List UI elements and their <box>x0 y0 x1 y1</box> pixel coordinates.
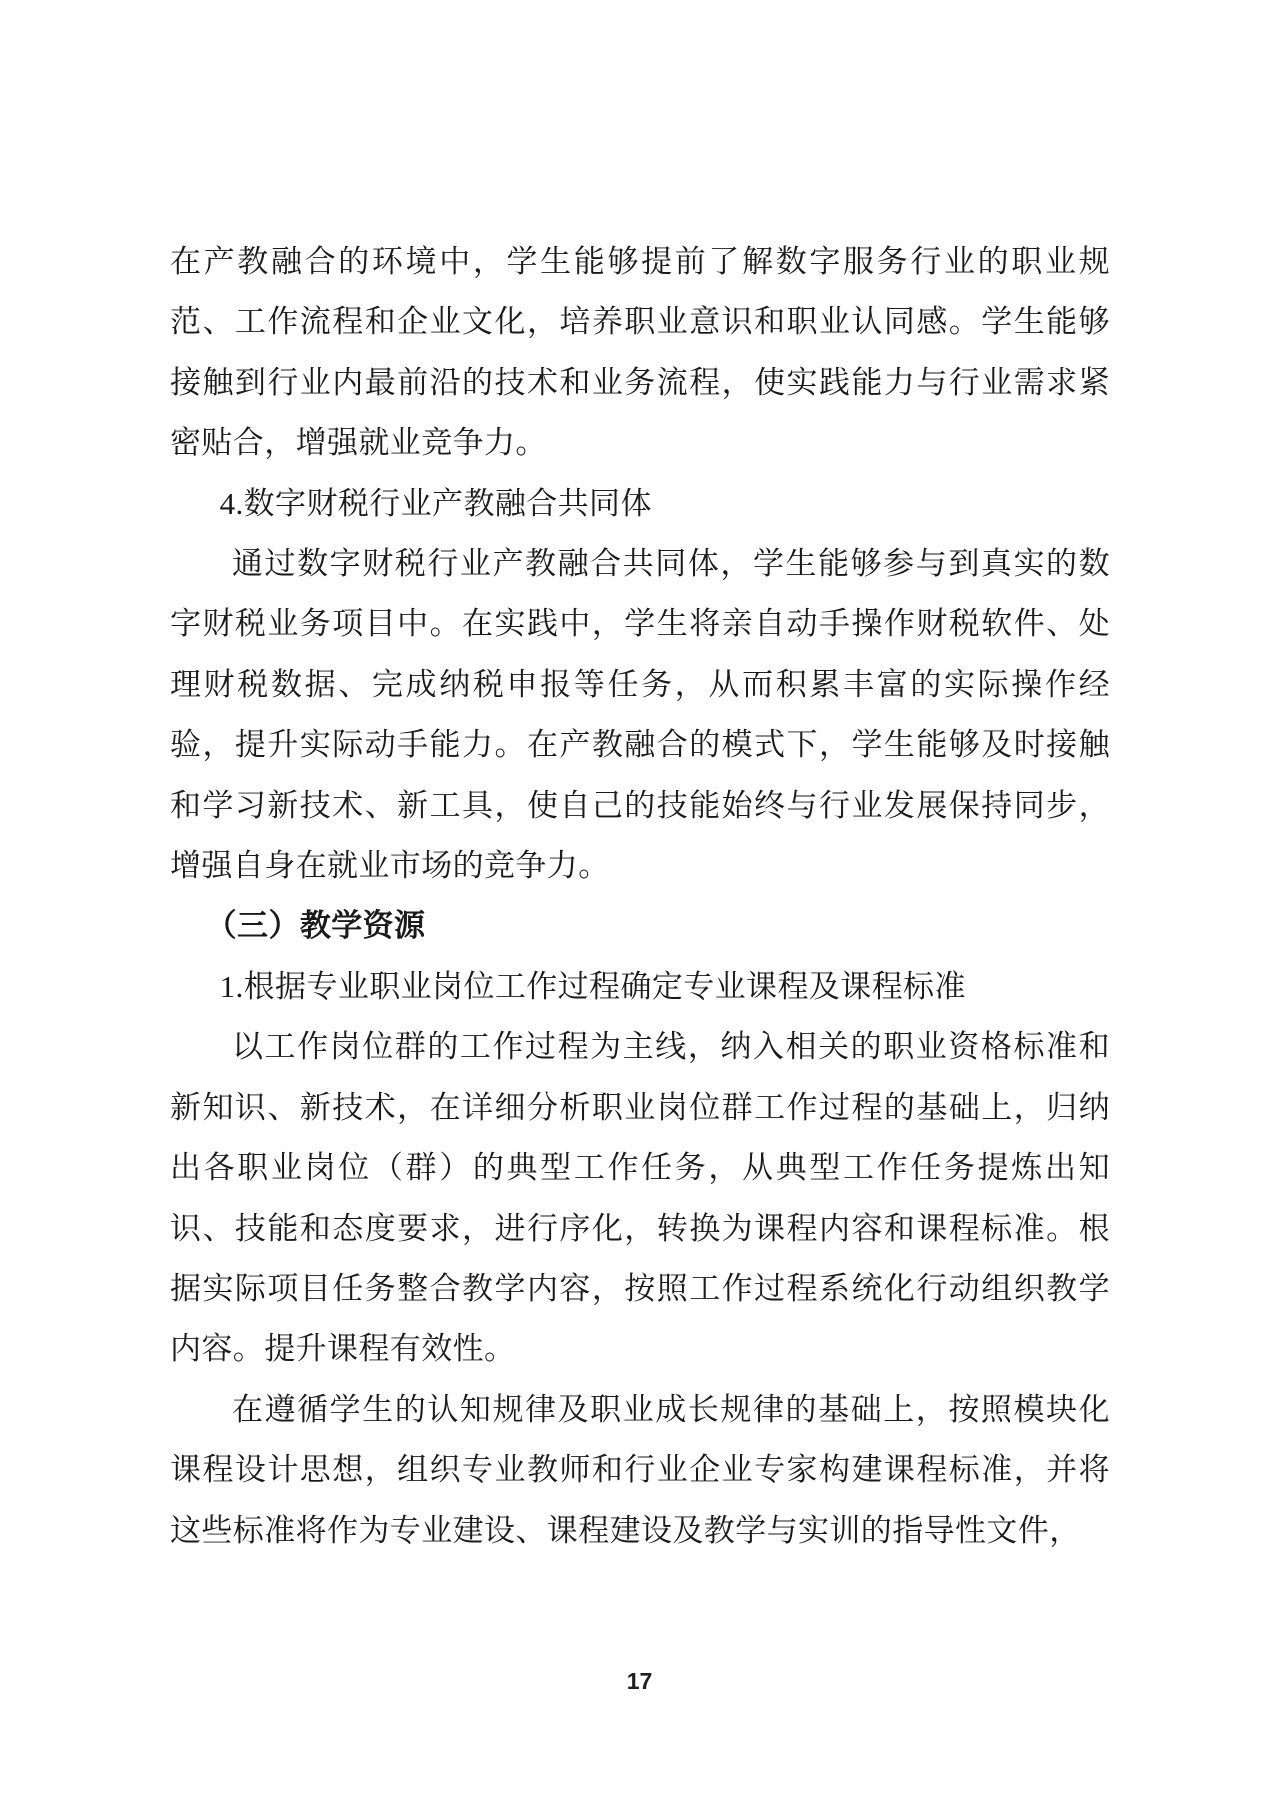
page-footer <box>0 1668 1279 1695</box>
heading-section-three-teaching-resources: （三）教学资源 <box>205 908 426 944</box>
paragraph-industry-education-environment: 在产教融合的环境中，学生能够提前了解数字服务行业的职业规范、工作流程和企业文化，培养职业意识和职业认同感。学生能够接触到行业内最前沿的技术和业务流程，使实践能力与行业需求紧密贴合，增强就业竞争力。 <box>170 244 1110 461</box>
paragraph-digital-finance-tax-community: 通过数字财税行业产教融合共同体，学生能够参与到真实的数字财税业务项目中。在实践中，学生将亲自动手操作财税软件、处理财税数据、完成纳税申报等任务，从而积累丰富的实际操作经验，提升实际动手能力。在产教融合的模式下，学生能够及时接触和学习新技术、新工具，使自己的技能始终与行业发展保持同步，增强自身在就业市场的竞争力。 <box>170 546 1110 884</box>
document-body <box>170 232 1110 1561</box>
page-number: 17 <box>626 1668 653 1694</box>
paragraph-work-process-course-content: 以工作岗位群的工作过程为主线，纳入相关的职业资格标准和新知识、新技术，在详细分析职业岗位群工作过程的基础上，归纳出各职业岗位（群）的典型工作任务，从典型工作任务提炼出知识、技能和态度要求，进行序化，转换为课程内容和课程标准。根据实际项目任务整合教学内容，按照工作过程系统化行动组织教学内容。提升课程有效性。 <box>170 1029 1110 1367</box>
heading-4-digital-finance-tax-community: 4.数字财税行业产教融合共同体 <box>219 485 652 521</box>
heading-1-course-and-standards: 1.根据专业职业岗位工作过程确定专业课程及课程标准 <box>219 968 966 1004</box>
paragraph-modular-course-design: 在遵循学生的认知规律及职业成长规律的基础上，按照模块化课程设计思想，组织专业教师和行业企业专家构建课程标准，并将这些标准将作为专业建设、课程建设及教学与实训的指导性文件， <box>170 1391 1110 1548</box>
